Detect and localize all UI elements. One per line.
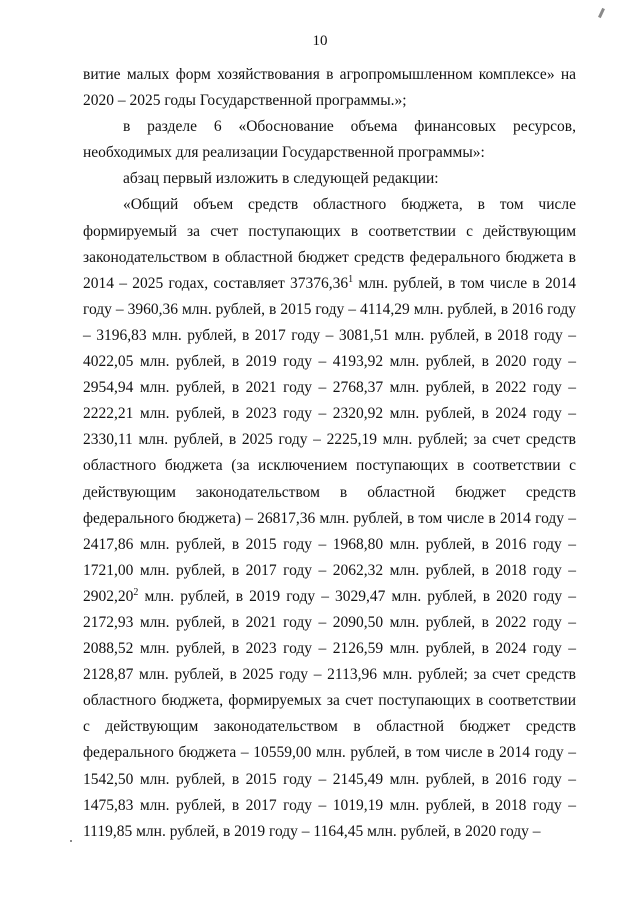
budget-text-part-3: млн. рублей, в 2019 году – 3029,47 млн. рублей, в 2020 году – 2172,93 млн. рублей, в 2021 году – 2090,50 млн. рублей, в 2022 году – 2088,52 млн. рублей, в 2023 году – 2126,59 млн. рублей, в 2024 году – 2128,87 млн. рублей, в 2025 году – 2113,96 млн. рублей; за счет средств областного бюджета, формируемых за счет поступающих в соответствии с действующим законодательством в областной бюджет средств федерального бюджета – 10559,00 млн. рублей, в том числе в 2014 году – 1542,50 млн. рублей, в 2015 году – 2145,49 млн. рублей, в 2016 году – 1475,83 млн. рублей, в 2017 году – 1019,19 млн. рублей, в 2018 году – 1119,85 млн. рублей, в 2019 году – 1164,45 млн. рублей, в 2020 году – <box>83 587 576 840</box>
document-body <box>83 62 576 845</box>
paragraph-continuation: витие малых форм хозяйствования в агропромышленном комплексе» на 2020 – 2025 годы Государственной программы.»; <box>83 66 576 110</box>
footnote-marker-2: 2 <box>133 586 139 598</box>
scan-artifact <box>598 8 605 18</box>
paragraph-instruction: абзац первый изложить в следующей редакции: <box>123 170 439 188</box>
footnote-marker-1: 1 <box>348 273 354 285</box>
budget-text-part-1: «Общий объем средств областного бюджета, в том числе формируемый за счет поступающих в соответствии с действующим законодательством в областной бюджет средств федерального бюджета в 2014 – 2025 годах, составляет 37376,36 <box>83 196 576 292</box>
scan-artifact <box>70 840 72 842</box>
paragraph-budget-amendment <box>83 192 576 844</box>
budget-text-part-2: млн. рублей, в том числе в 2014 году – 3960,36 млн. рублей, в 2015 году – 4114,29 млн. рублей, в 2016 году – 3196,83 млн. рублей, в 2017 году – 3081,51 млн. рублей, в 2018 году – 4022,05 млн. рублей, в 2019 году – 4193,92 млн. рублей, в 2020 году – 2954,94 млн. рублей, в 2021 году – 2768,37 млн. рублей, в 2022 году – 2222,21 млн. рублей, в 2023 году – 2320,92 млн. рублей, в 2024 году – 2330,11 млн. рублей, в 2025 году – 2225,19 млн. рублей; за счет средств областного бюджета (за исключением поступающих в соответствии с действующим законодательством в областной бюджет средств федерального бюджета) – 26817,36 млн. рублей, в том числе в 2014 году – 2417,86 млн. рублей, в 2015 году – 1968,80 млн. рублей, в 2016 году – 1721,00 млн. рублей, в 2017 году – 2062,32 млн. рублей, в 2018 году – 2902,20 <box>83 274 576 605</box>
page-number: 10 <box>312 33 328 49</box>
paragraph-section-reference: в разделе 6 «Обоснование объема финансовых ресурсов, необходимых для реализации Государственной программы»: <box>83 118 576 162</box>
